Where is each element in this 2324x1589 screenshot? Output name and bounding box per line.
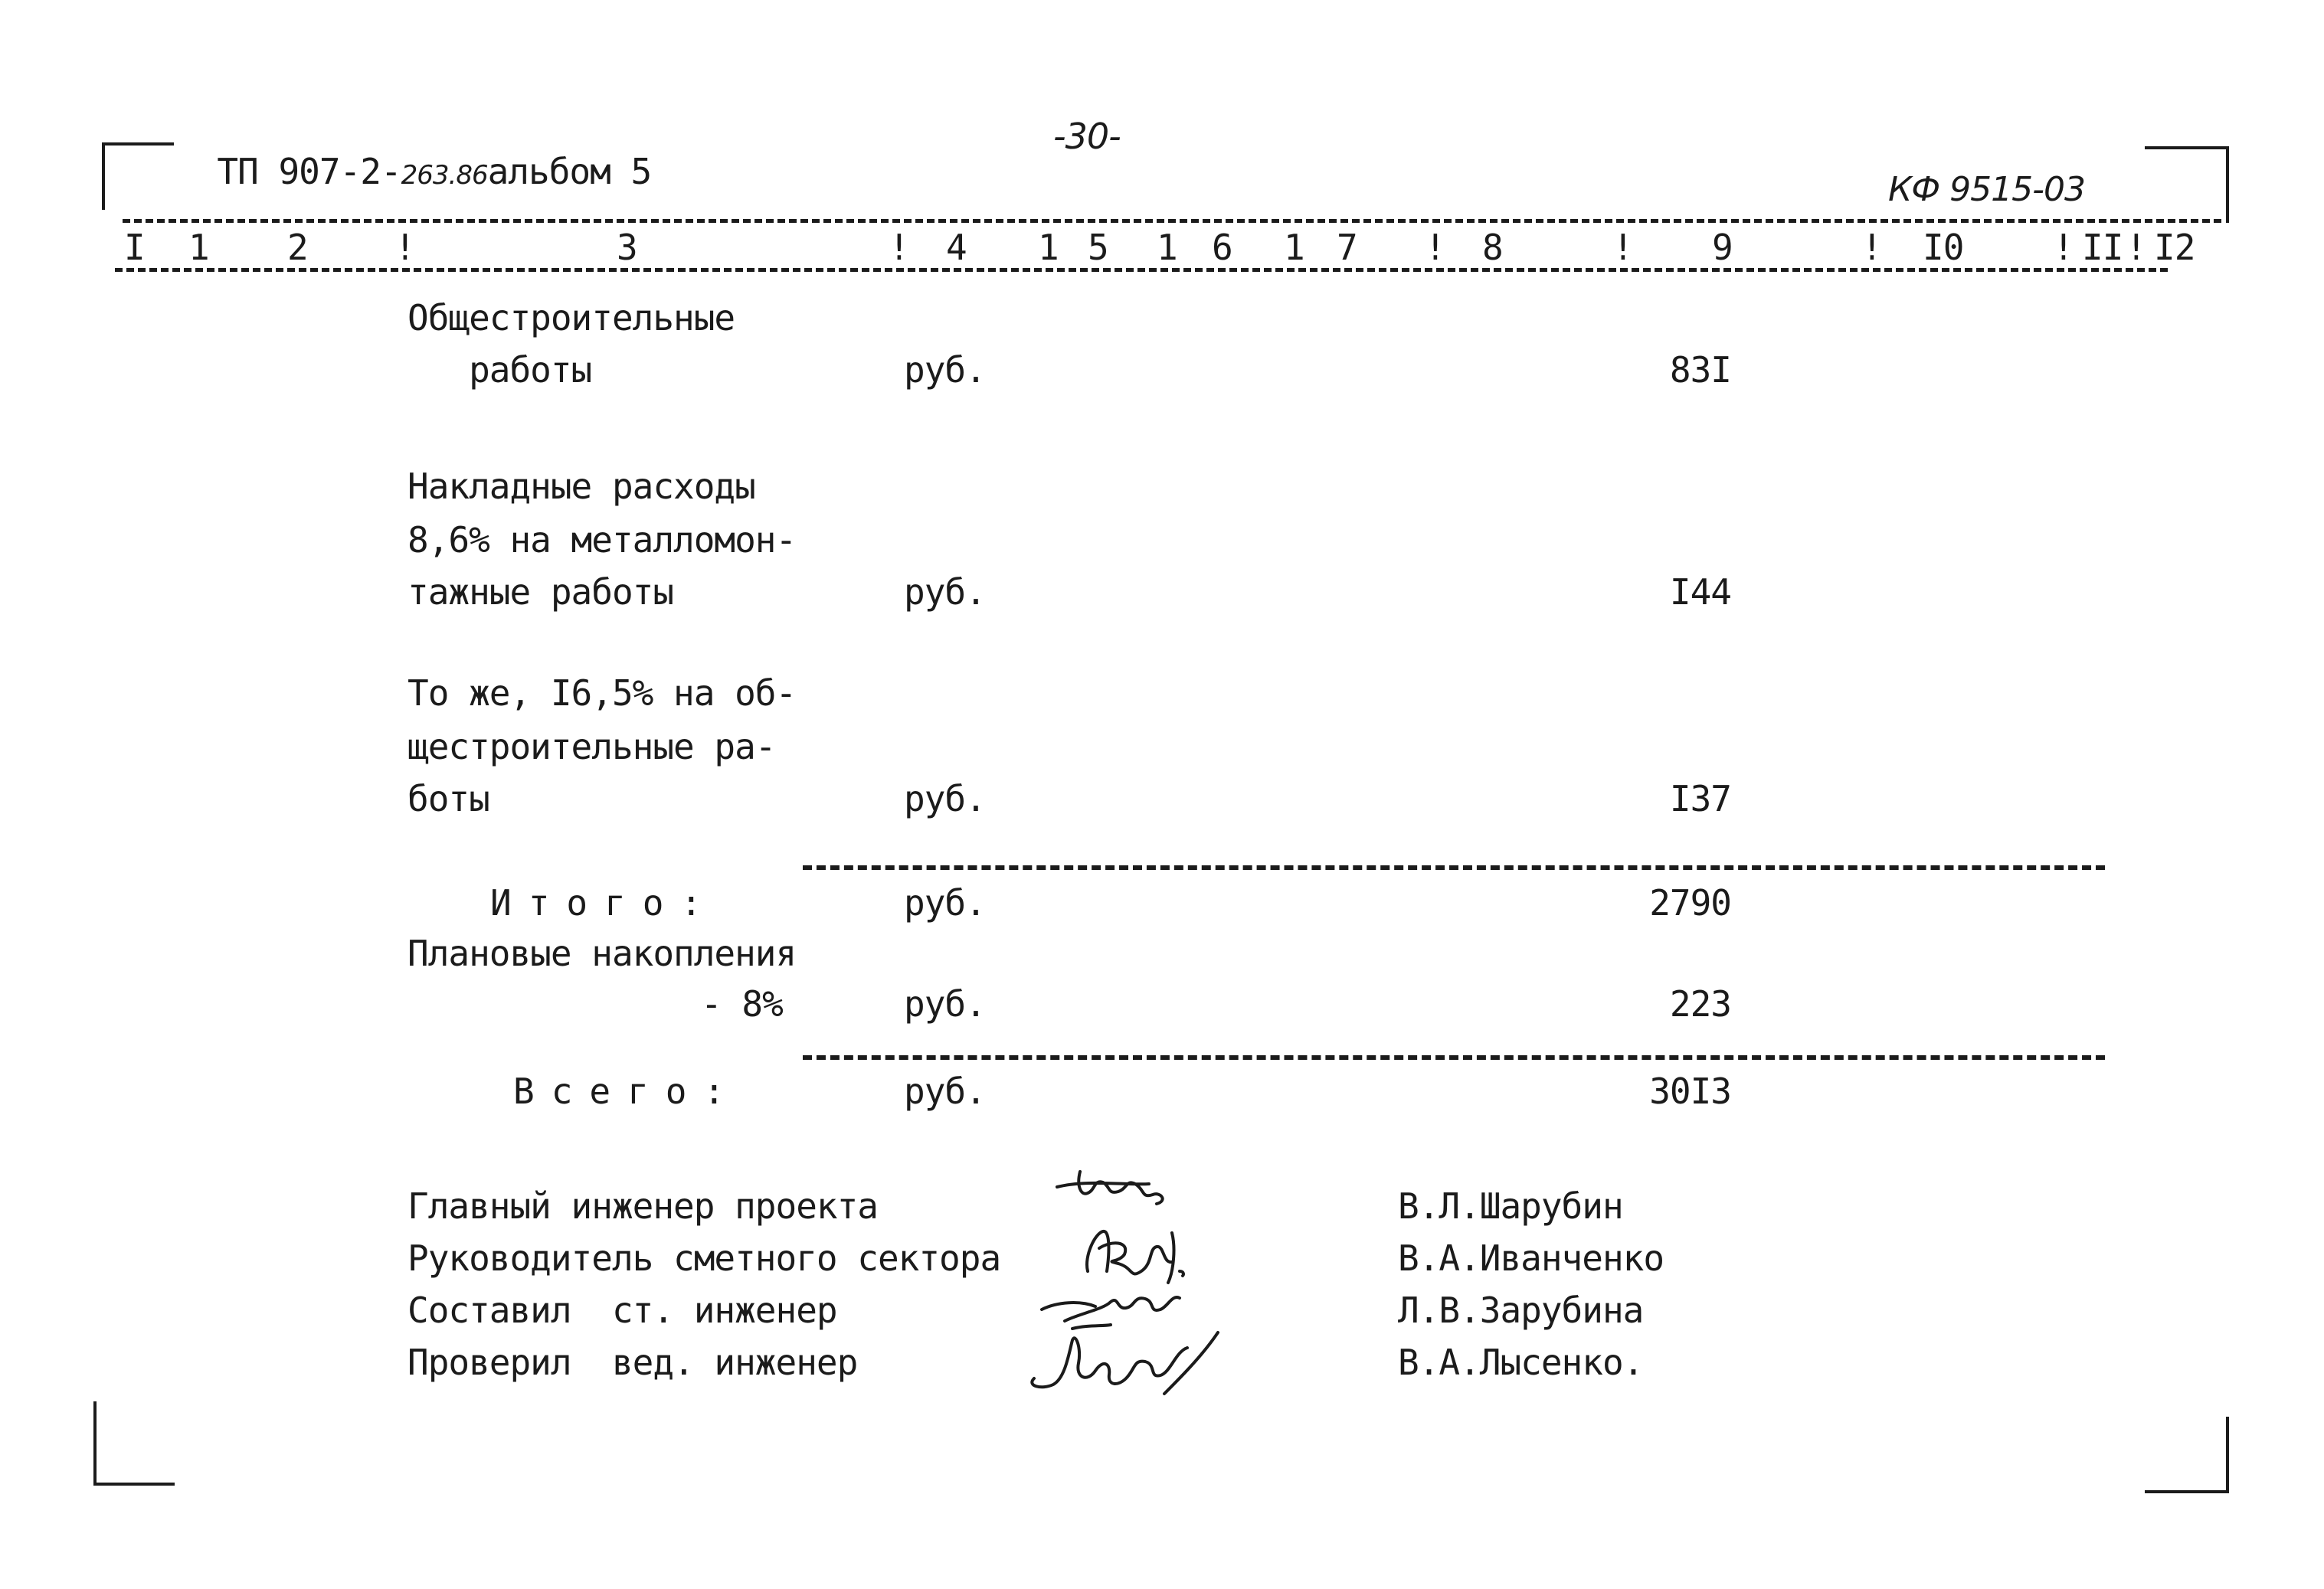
row-description-line: Общестроительные: [408, 297, 735, 338]
signatory-name: В.А.Лысенко.: [1398, 1342, 1644, 1383]
column-number: 1: [1284, 227, 1304, 268]
column-number: !: [889, 227, 909, 268]
column-number: I0: [1923, 227, 1964, 268]
plan-unit: руб.: [904, 983, 986, 1025]
handwritten-signatures: [996, 1156, 1272, 1409]
column-number: 1: [1157, 227, 1177, 268]
signature-compiler: [1042, 1297, 1180, 1329]
column-number: 6: [1212, 227, 1232, 268]
vsego-label: Всего:: [513, 1071, 742, 1112]
row-description-line: боты: [408, 778, 489, 819]
row-description-line: работы: [408, 349, 592, 391]
column-number: !: [2126, 227, 2146, 268]
row-description-line: тажные работы: [408, 571, 674, 613]
doc-code-suffix: альбом 5: [487, 151, 652, 192]
vsego-value: 30I3: [1649, 1071, 1731, 1112]
signatory-role: Руководитель сметного сектора: [408, 1238, 1001, 1279]
column-number: !: [1612, 227, 1633, 268]
row-description-line: щестроительные ра-: [408, 726, 776, 767]
signature-chief-engineer: [1057, 1172, 1163, 1204]
frame-bottom-left-h: [93, 1483, 175, 1486]
column-number: 7: [1337, 227, 1357, 268]
signatory-role: Главный инженер проекта: [408, 1185, 878, 1227]
frame-top-right-h: [2145, 146, 2229, 149]
column-number: !: [394, 227, 415, 268]
row-description-line: То же, I6,5% на об-: [408, 672, 797, 714]
plan-value: 223: [1669, 983, 1731, 1025]
signatory-role: Составил ст. инженер: [408, 1290, 837, 1331]
column-number: !: [2053, 227, 2074, 268]
frame-top-right-v: [2226, 146, 2229, 223]
column-number: I: [124, 227, 145, 268]
column-number: 8: [1482, 227, 1503, 268]
row-unit: руб.: [904, 778, 986, 819]
column-number: 3: [617, 227, 637, 268]
signatory-name: В.Л.Шарубин: [1398, 1185, 1623, 1227]
signature-checker: [1032, 1332, 1218, 1394]
itogo-unit: руб.: [904, 882, 986, 924]
column-number: !: [1861, 227, 1882, 268]
page-number: -30-: [1053, 116, 1121, 157]
column-number: 4: [946, 227, 967, 268]
row-value: I44: [1669, 571, 1731, 613]
plan-percent: - 8%: [701, 983, 783, 1025]
signature-sector-head: [1087, 1231, 1183, 1283]
column-number: I2: [2154, 227, 2195, 268]
row-description-line: Накладные расходы: [408, 466, 755, 507]
vsego-unit: руб.: [904, 1071, 986, 1112]
doc-code: [176, 119, 652, 192]
frame-bottom-left-v: [93, 1401, 97, 1486]
column-number: 1: [188, 227, 209, 268]
column-number: 9: [1712, 227, 1733, 268]
sheet-code: КФ 9515-03: [1888, 170, 2085, 209]
frame-top-left-h: [103, 142, 174, 145]
subtotal-divider: [803, 865, 2105, 870]
signatory-role: Проверил вед. инженер: [408, 1342, 858, 1383]
itogo-label: Итого:: [490, 882, 719, 924]
doc-code-prefix: ТП 907-2-: [217, 151, 401, 192]
column-number: !: [1425, 227, 1445, 268]
doc-code-handwritten: 263.86: [401, 160, 488, 191]
column-number: 2: [287, 227, 308, 268]
plan-label: Плановые накопления: [408, 933, 797, 974]
row-value: I37: [1669, 778, 1731, 819]
row-value: 83I: [1669, 349, 1731, 391]
signatory-name: В.А.Иванченко: [1398, 1238, 1664, 1279]
header-rule-bottom: [115, 268, 2168, 272]
frame-bottom-right-h: [2145, 1490, 2229, 1493]
row-unit: руб.: [904, 571, 986, 613]
row-description-line: 8,6% на металломон-: [408, 519, 797, 561]
header-rule-top: [123, 219, 2221, 223]
signatory-name: Л.В.Зарубина: [1398, 1290, 1644, 1331]
row-unit: руб.: [904, 349, 986, 391]
itogo-value: 2790: [1649, 882, 1731, 924]
column-number: 1: [1038, 227, 1059, 268]
frame-bottom-right-v: [2226, 1417, 2229, 1493]
frame-top-left-v: [102, 142, 105, 210]
column-number: II: [2082, 227, 2123, 268]
total-divider: [803, 1055, 2105, 1060]
column-number: 5: [1088, 227, 1108, 268]
